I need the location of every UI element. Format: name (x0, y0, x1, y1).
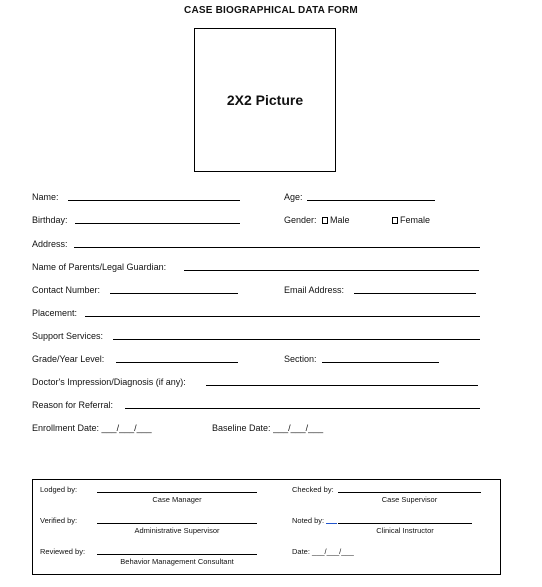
address-label: Address: (32, 239, 68, 249)
address-field[interactable] (74, 247, 480, 248)
sign-date-row[interactable] (292, 547, 354, 556)
birthday-field[interactable] (75, 223, 240, 224)
reviewed-by-label: Reviewed by: (40, 547, 86, 556)
checked-by-label: Checked by: (292, 485, 334, 494)
reason-label: Reason for Referral: (32, 400, 114, 410)
reviewed-by-signature-line[interactable] (97, 554, 257, 555)
contact-field[interactable] (110, 293, 238, 294)
name-field[interactable] (68, 200, 240, 201)
enrollment-date-row[interactable] (32, 423, 152, 434)
enrollment-date-field[interactable]: ___/___/___ (101, 423, 152, 433)
gender-male-option[interactable] (322, 215, 350, 226)
enrollment-label: Enrollment Date: (32, 423, 100, 433)
baseline-label: Baseline Date: (212, 423, 271, 433)
section-label: Section: (284, 354, 317, 364)
female-label: Female (400, 215, 431, 225)
contact-label: Contact Number: (32, 285, 101, 295)
support-field[interactable] (113, 339, 480, 340)
birthday-label: Birthday: (32, 215, 68, 225)
sign-date-field[interactable]: ___/___/___ (312, 547, 354, 556)
placement-label: Placement: (32, 308, 78, 318)
behavior-consultant-caption: Behavior Management Consultant (120, 557, 234, 566)
placement-field[interactable] (85, 316, 480, 317)
grade-field[interactable] (116, 362, 238, 363)
admin-supervisor-caption: Administrative Supervisor (134, 526, 220, 535)
support-label: Support Services: (32, 331, 104, 341)
form-title: CASE BIOGRAPHICAL DATA FORM (184, 5, 358, 16)
noted-by-signature-line[interactable] (338, 523, 472, 524)
age-field[interactable] (307, 200, 435, 201)
noted-by-marker (326, 523, 337, 524)
noted-by-label: Noted by: (292, 516, 325, 525)
verified-by-signature-line[interactable] (97, 523, 257, 524)
impression-label: Doctor's Impression/Diagnosis (if any): (32, 377, 186, 387)
gender-label: Gender: (284, 215, 317, 225)
email-label: Email Address: (284, 285, 345, 295)
male-label: Male (330, 215, 350, 225)
female-checkbox[interactable] (392, 217, 398, 224)
date-label: Date: (292, 547, 310, 556)
baseline-date-row[interactable] (212, 423, 323, 434)
verified-by-label: Verified by: (40, 516, 78, 525)
section-field[interactable] (322, 362, 439, 363)
parents-field[interactable] (184, 270, 479, 271)
name-label: Name: (32, 192, 59, 202)
parents-label: Name of Parents/Legal Guardian: (32, 262, 167, 272)
lodged-by-signature-line[interactable] (97, 492, 257, 493)
male-checkbox[interactable] (322, 217, 328, 224)
grade-label: Grade/Year Level: (32, 354, 105, 364)
clinical-instructor-caption: Clinical Instructor (376, 526, 434, 535)
impression-field[interactable] (206, 385, 478, 386)
gender-female-option[interactable] (392, 215, 430, 226)
email-field[interactable] (354, 293, 476, 294)
photo-label: 2X2 Picture (226, 92, 304, 108)
reason-field[interactable] (125, 408, 480, 409)
case-manager-caption: Case Manager (152, 495, 202, 504)
age-label: Age: (284, 192, 303, 202)
lodged-by-label: Lodged by: (40, 485, 78, 494)
checked-by-signature-line[interactable] (338, 492, 481, 493)
baseline-date-field[interactable]: ___/___/___ (273, 423, 324, 433)
photo-placeholder[interactable] (194, 28, 336, 172)
case-supervisor-caption: Case Supervisor (381, 495, 438, 504)
